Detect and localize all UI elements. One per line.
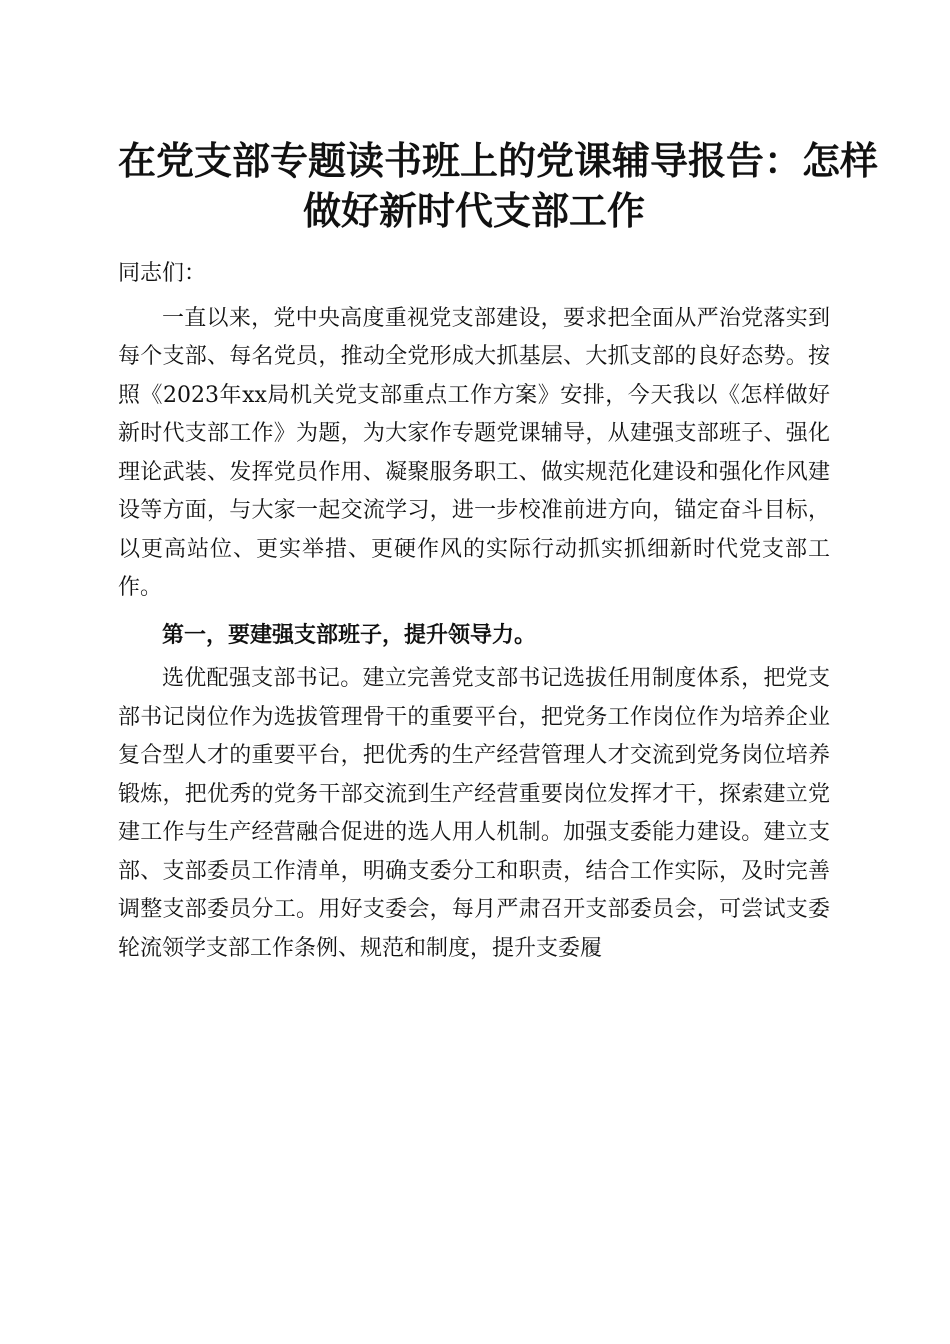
document-body [118, 255, 830, 968]
intro-paragraph: 一直以来，党中央高度重视党支部建设，要求把全面从严治党落实到每个支部、每名党员，推动全党形成大抓基层、大抓支部的良好态势。按照《2023年xx局机关党支部重点工作方案》安排，今天我以《怎样做好新时代支部工作》为题，为大家作专题党课辅导，从建强支部班子、强化理论武装、发挥党员作用、凝聚服务职工、做实规范化建设和强化作风建设等方面，与大家一起交流学习，进一步校准前进方向，锚定奋斗目标，以更高站位、更实举措、更硬作风的实际行动抓实抓细新时代党支部工作。 [118, 305, 830, 600]
greeting: 同志们： [118, 261, 207, 286]
section-paragraph-1: 选优配强支部书记。建立完善党支部书记选拔任用制度体系，把党支部书记岗位作为选拔管理骨干的重要平台，把党务工作岗位作为培养企业复合型人才的重要平台，把优秀的生产经营管理人才交流到党务岗位培养锻炼，把优秀的党务干部交流到生产经营重要岗位发挥才干，探索建立党建工作与生产经营融合促进的选人用人机制。加强支委能力建设。建立支部、支部委员工作清单，明确支委分工和职责，结合工作实际，及时完善调整支部委员分工。用好支委会，每月严肃召开支部委员会，可尝试支委轮流领学支部工作条例、规范和制度，提升支委履 [118, 666, 830, 961]
document-title-line-2: 做好新时代支部工作 [302, 188, 645, 233]
section-heading-1: 第一，要建强支部班子，提升领导力。 [162, 621, 537, 648]
document-title-line-1: 在党支部专题读书班上的党课辅导报告：怎样 [118, 138, 879, 183]
document-title [118, 136, 879, 236]
